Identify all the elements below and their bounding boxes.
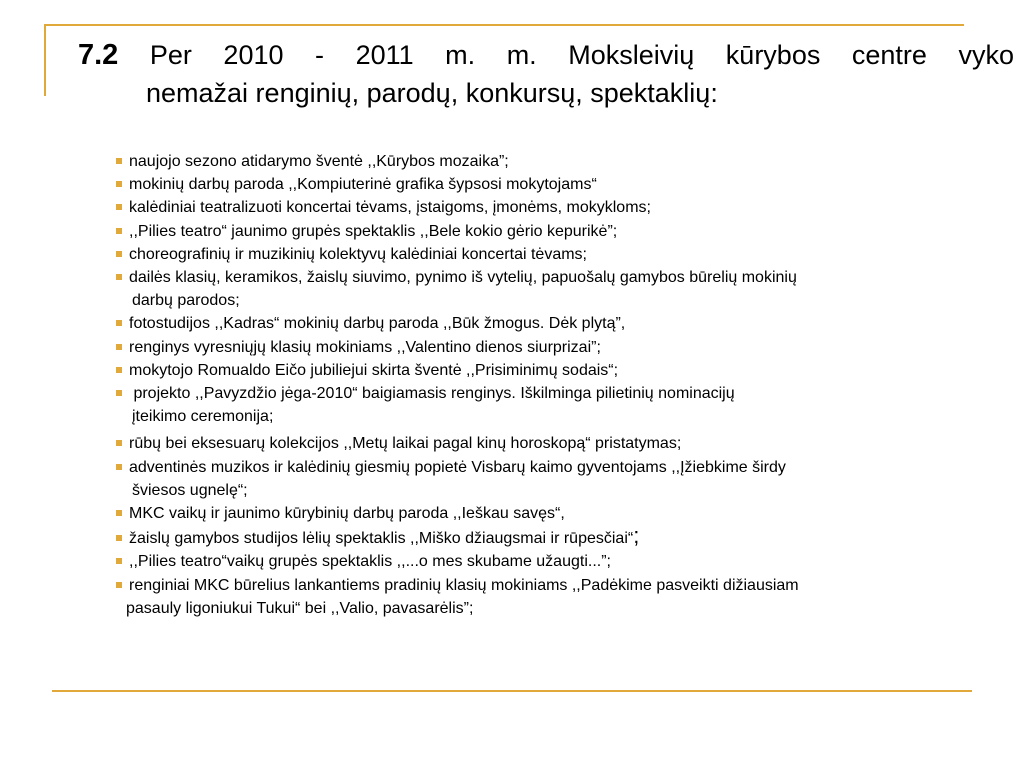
title-word: m.	[445, 40, 476, 70]
list-item	[116, 550, 996, 573]
list-item	[116, 382, 996, 428]
list-item-continuation: šviesos ugnelę“;	[132, 481, 248, 499]
list-item-text: mokytojo Romualdo Eičo jubiliejui skirta šventė ,,Prisiminimų sodais“;	[129, 361, 619, 379]
list-item	[116, 220, 996, 243]
title-word: centre	[851, 40, 927, 70]
square-bullet-icon	[116, 582, 122, 588]
list-item	[116, 173, 996, 196]
list-item-text: mokinių darbų paroda ,,Kompiuterinė grafika šypsosi mokytojams“	[129, 176, 597, 194]
list-item-text: ,,Pilies teatro“vaikų grupės spektaklis ,,...o mes skubame užaugti...”;	[129, 553, 611, 571]
title-word: 2011	[355, 40, 414, 70]
title-word: -	[315, 40, 325, 70]
list-item-text: adventinės muzikos ir kalėdinių giesmių popietė Visbarų kaimo gyventojams ,,Įžiebkime širdy	[129, 458, 786, 476]
title-word: Moksleivių	[568, 40, 695, 70]
square-bullet-icon	[116, 367, 122, 373]
title-word: kūrybos	[725, 40, 821, 70]
list-item-tail: ;	[633, 523, 640, 549]
list-item-text: rūbų bei eksesuarų kolekcijos ,,Metų laikai pagal kinų horoskopą“ pristatymas;	[129, 435, 682, 453]
list-item-text: žaislų gamybos studijos lėlių spektaklis ,,Miško džiaugsmai ir rūpesčiai“	[129, 530, 634, 548]
square-bullet-icon	[116, 204, 122, 210]
square-bullet-icon	[116, 251, 122, 257]
list-item	[116, 266, 996, 312]
list-item	[116, 523, 996, 550]
top-rule	[44, 24, 964, 26]
square-bullet-icon	[116, 274, 122, 280]
square-bullet-icon	[116, 320, 122, 326]
list-item-text: fotostudijos ,,Kadras“ mokinių darbų paroda ,,Būk žmogus. Dėk plytą”,	[129, 315, 626, 333]
left-rule	[44, 24, 46, 96]
list-item-text: dailės klasių, keramikos, žaislų siuvimo, pynimo iš vytelių, papuošalų gamybos būrelių mokinių	[129, 269, 797, 287]
square-bullet-icon	[116, 181, 122, 187]
square-bullet-icon	[116, 158, 122, 164]
square-bullet-icon	[116, 228, 122, 234]
square-bullet-icon	[116, 464, 122, 470]
list-item	[116, 150, 996, 173]
square-bullet-icon	[116, 390, 122, 396]
list-item-text: naujojo sezono atidarymo šventė ,,Kūrybos mozaika”;	[129, 153, 509, 170]
title-word: vyko	[958, 40, 1014, 70]
list-item-text: ,,Pilies teatro“ jaunimo grupės spektaklis ,,Bele kokio gėrio kepurikė”;	[129, 222, 618, 240]
square-bullet-icon	[116, 440, 122, 446]
events-list	[116, 150, 996, 620]
title-line-2: nemažai renginių, parodų, konkursų, spektaklių:	[146, 78, 718, 108]
list-item-text: renginys vyresniųjų klasių mokiniams ,,Valentino dienos siurprizai”;	[129, 338, 601, 356]
list-item-text: MKC vaikų ir jaunimo kūrybinių darbų paroda ,,Ieškau savęs“,	[129, 505, 565, 523]
list-item-text: kalėdiniai teatralizuoti koncertai tėvams, įstaigoms, įmonėms, mokykloms;	[129, 199, 651, 217]
bottom-rule	[52, 690, 972, 692]
list-item	[116, 432, 996, 455]
list-item-continuation: įteikimo ceremonija;	[132, 408, 274, 426]
list-item-text: renginiai MKC būrelius lankantiems pradinių klasių mokiniams ,,Padėkime pasveikti dižiausiam	[129, 576, 799, 594]
list-item	[116, 502, 996, 525]
list-item	[116, 196, 996, 219]
list-item-text: choreografinių ir muzikinių kolektyvų kalėdiniai koncertai tėvams;	[129, 245, 587, 263]
title-word: Per	[149, 40, 192, 70]
list-item	[116, 336, 996, 359]
title-line-1	[78, 36, 1014, 74]
slide-title	[78, 36, 1014, 112]
list-item	[116, 243, 996, 266]
list-item-continuation: darbų parodos;	[132, 292, 240, 310]
square-bullet-icon	[116, 535, 122, 541]
list-item	[116, 359, 996, 382]
title-word: 2010	[223, 40, 284, 70]
list-item-continuation: pasauly ligoniukui Tukui“ bei ,,Valio, pavasarėlis”;	[126, 599, 474, 617]
square-bullet-icon	[116, 344, 122, 350]
list-item-text: projekto ,,Pavyzdžio jėga-2010“ baigiamasis renginys. Iškilminga pilietinių nominacijų	[129, 385, 735, 403]
list-item	[116, 574, 996, 620]
title-word: m.	[506, 40, 537, 70]
square-bullet-icon	[116, 558, 122, 564]
square-bullet-icon	[116, 510, 122, 516]
section-number: 7.2	[78, 39, 119, 71]
list-item	[116, 312, 996, 335]
list-item	[116, 456, 996, 502]
